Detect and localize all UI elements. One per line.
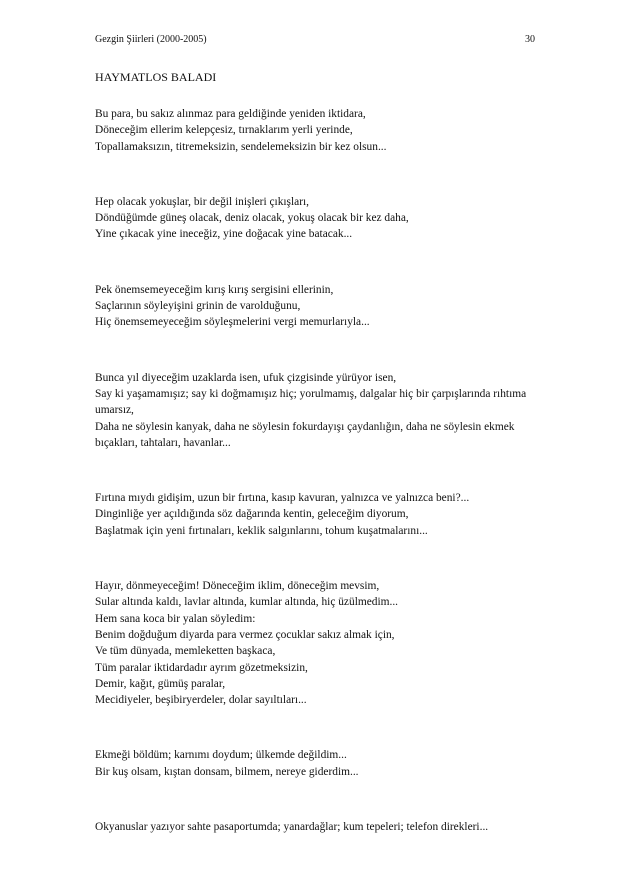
- poem-line: Başlatmak için yeni fırtınaları, keklik salgınlarını, tohum kuşatmalarını...: [95, 524, 428, 537]
- poem-line: Demir, kağıt, gümüş paralar,: [95, 677, 226, 690]
- poem-line: Döneceğim ellerim kelepçesiz, tırnaklarım yerli yerinde,: [95, 124, 353, 137]
- poem-line: Saçlarının söyleyişini grinin de varolduğunu,: [95, 300, 301, 313]
- stanza-7: [95, 747, 540, 780]
- stanza-2: [95, 194, 540, 243]
- poem-line: Hem sana koca bir yalan söyledim:: [95, 612, 256, 625]
- poem-line: Bir kuş olsam, kıştan donsam, bilmem, nereye giderdim...: [95, 765, 359, 778]
- poem-line: Yine çıkacak yine ineceğiz, yine doğacak yine batacak...: [95, 228, 353, 241]
- poem-line: Hiç önemsemeyeceğim söyleşmelerini vergi memurlarıyla...: [95, 316, 370, 329]
- poem-line: Bu para, bu sakız alınmaz para geldiğinde yeniden iktidara,: [95, 108, 366, 120]
- poem-line: Döndüğümde güneş olacak, deniz olacak, yokuş olacak bir kez daha,: [95, 212, 409, 225]
- stanza-4: [95, 370, 540, 451]
- poem-line: Topallamaksızın, titremeksizin, sendelemeksizin bir kez olsun...: [95, 140, 387, 153]
- page-number: 30: [525, 34, 535, 45]
- poem-line: Say ki yaşamamışız; say ki doğmamışız hiç; yorulmamış, dalgalar hiç bir çarpışlarında rıhtıma umarsız,: [95, 387, 527, 417]
- poem-line: Ekmeği böldüm; karnımı doydum; ülkemde değildim...: [95, 749, 347, 762]
- poem-line: Tüm paralar iktidardadır ayrım gözetmeksizin,: [95, 661, 308, 674]
- poem-line: Fırtına mıydı gidişim, uzun bir fırtına, kasıp kavuran, yalnızca ve yalnızca beni?...: [95, 492, 470, 505]
- poem-line: Hep olacak yokuşlar, bir değil inişleri çıkışları,: [95, 195, 310, 208]
- stanza-1: [95, 106, 540, 155]
- poem-line: Dinginliğe yer açıldığında söz dağarında kentin, geleceğim diyorum,: [95, 508, 409, 521]
- poem-line: Okyanuslar yazıyor sahte pasaportumda; yanardağlar; kum tepeleri; telefon direkleri...: [95, 821, 489, 834]
- poem-body: [95, 106, 540, 874]
- poem-line: Benim doğduğum diyarda para vermez çocuklar sakız almak için,: [95, 628, 395, 641]
- poem-title: HAYMATLOS BALADI: [95, 70, 217, 84]
- poem-line: Hayır, dönmeyeceğim! Döneceğim iklim, döneceğim mevsim,: [95, 580, 380, 593]
- stanza-8: [95, 819, 540, 835]
- poem-line: Daha ne söylesin kanyak, daha ne söylesin fokurdayışı çaydanlığın, daha ne söylesin ekmek bıçakları, tahtaları, havanlar...: [95, 420, 515, 449]
- poem-line: Bunca yıl diyeceğim uzaklarda isen, ufuk çizgisinde yürüyor isen,: [95, 371, 397, 384]
- poem-line: Sular altında kaldı, lavlar altında, kumlar altında, hiç üzülmedim...: [95, 596, 399, 609]
- poem-line: Ve tüm dünyada, memleketten başkaca,: [95, 645, 276, 658]
- stanza-3: [95, 282, 540, 331]
- book-title: Gezgin Şiirleri (2000-2005): [95, 34, 207, 45]
- stanza-6: [95, 578, 540, 708]
- stanza-5: [95, 490, 540, 539]
- poem-line: Mecidiyeler, beşibiryerdeler, dolar sayıltıları...: [95, 694, 307, 707]
- poem-line: Pek önemsemeyeceğim kırış kırış sergisini ellerinin,: [95, 283, 334, 296]
